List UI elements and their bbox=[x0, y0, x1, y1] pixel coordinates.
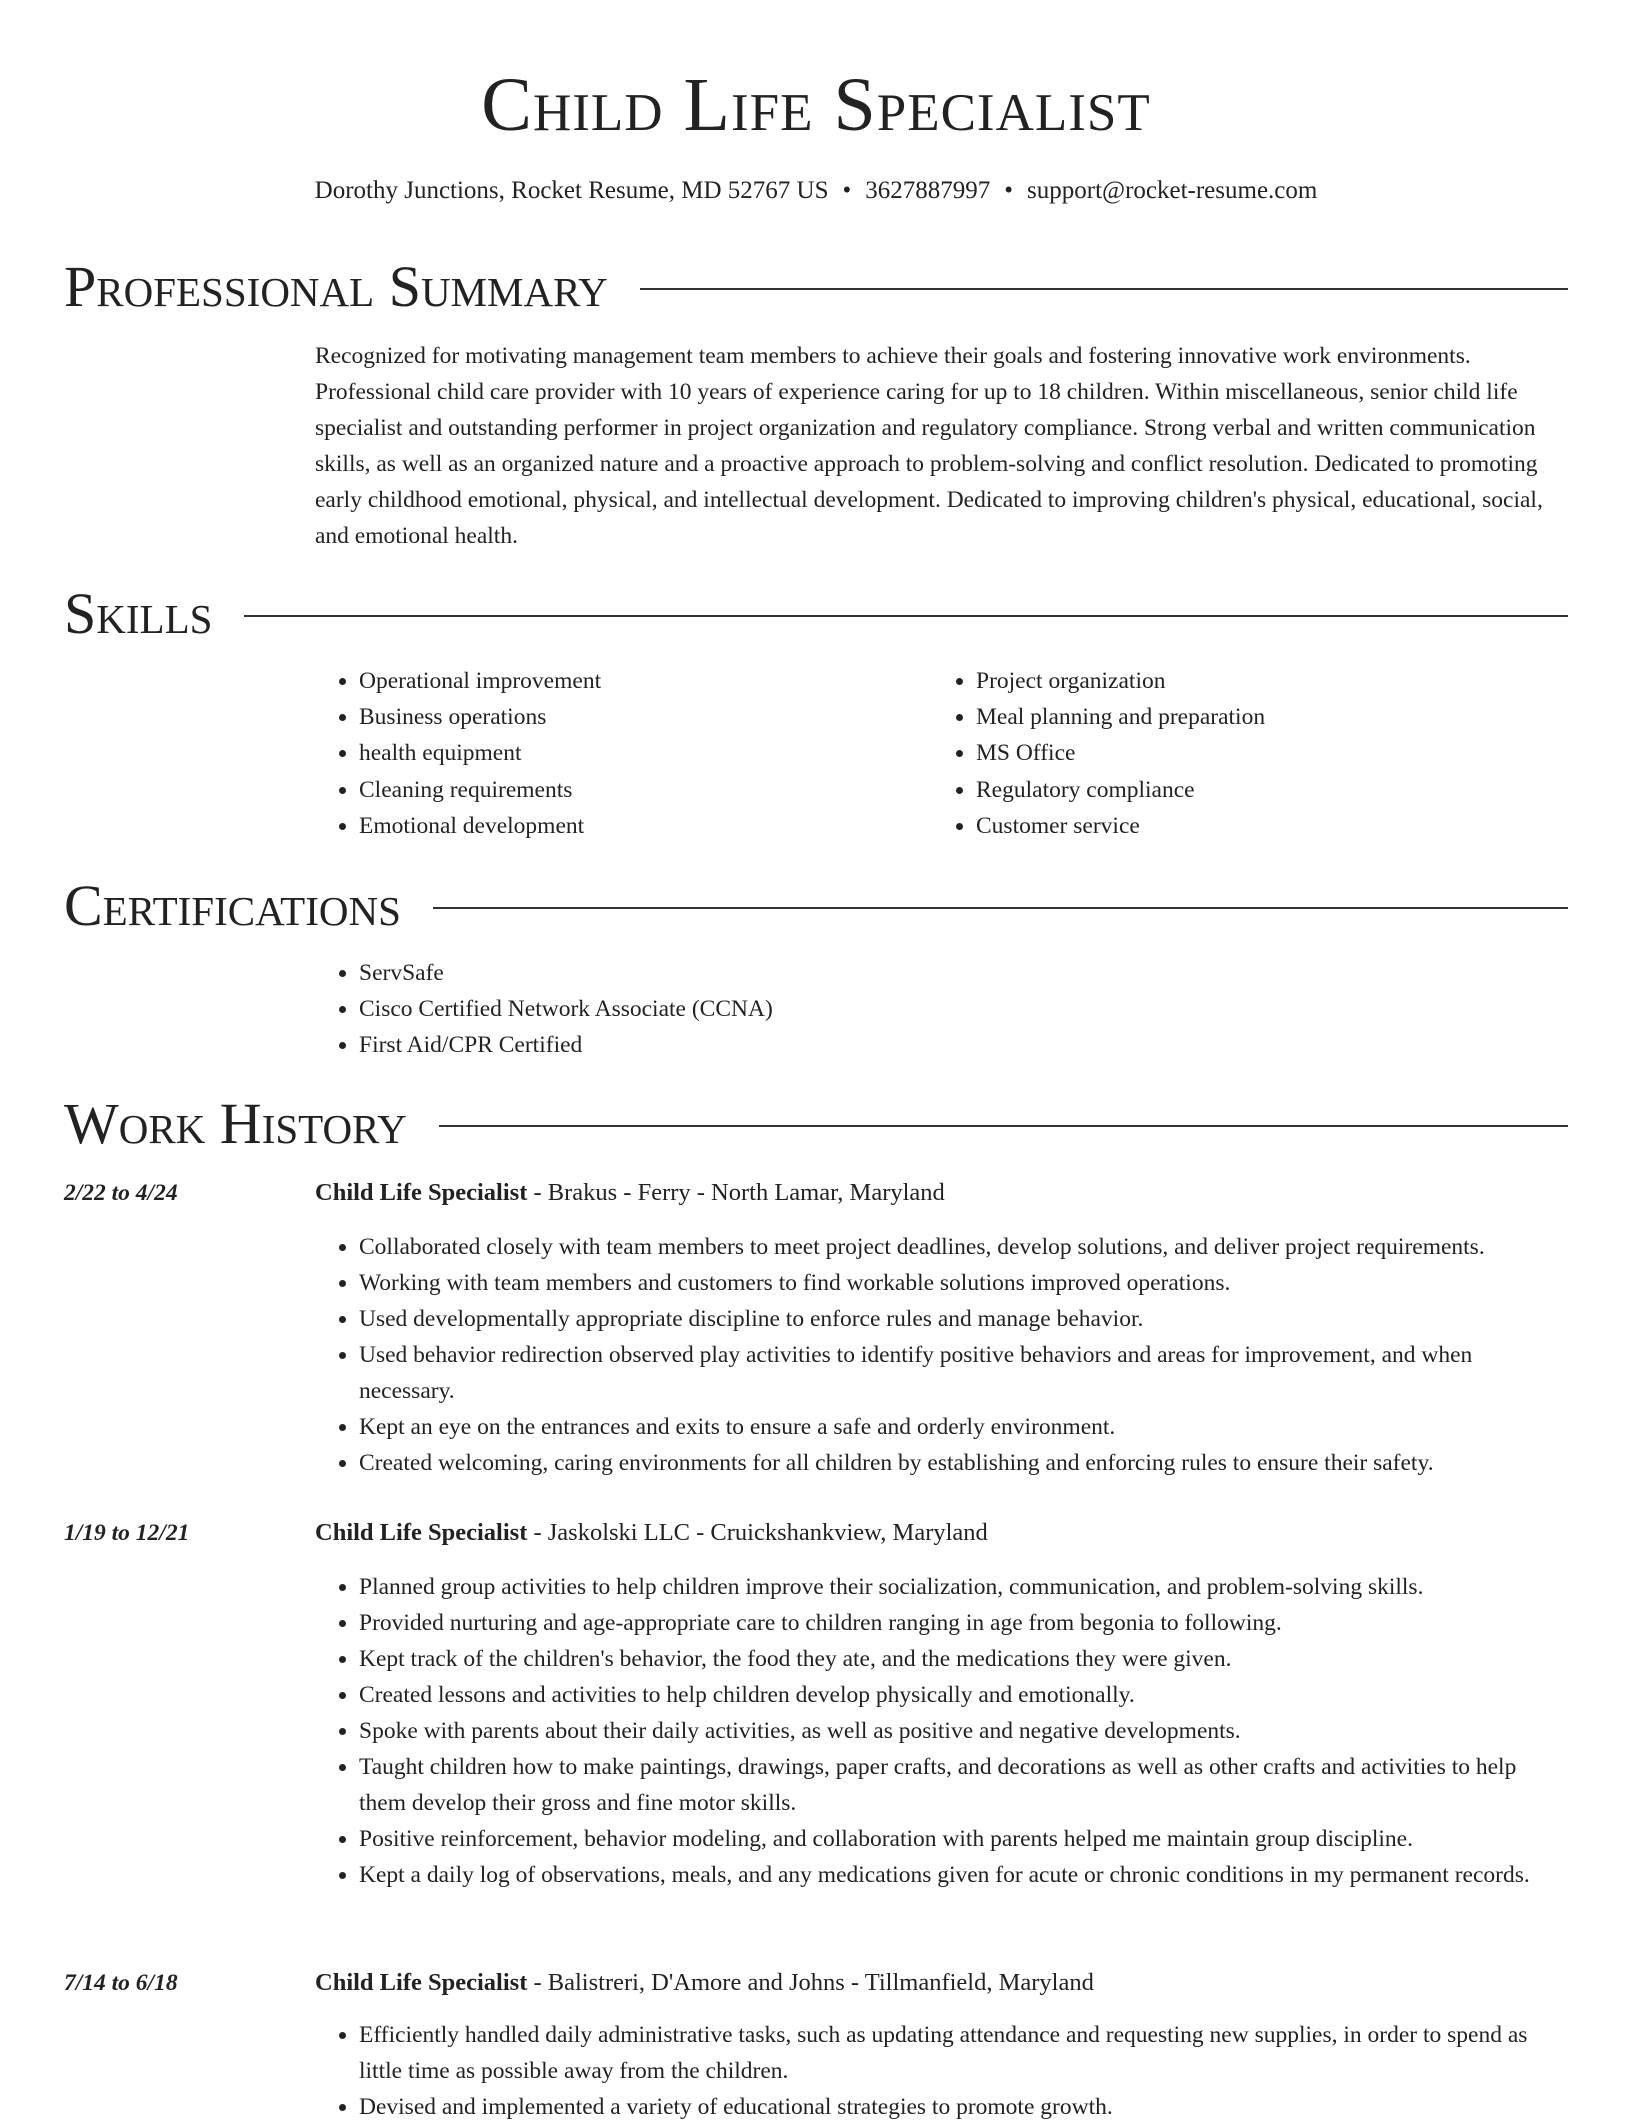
contact-separator: • bbox=[842, 177, 852, 204]
job-bullet: • Used developmentally appropriate discipline to enforce rules and manage behavior. bbox=[359, 1301, 1568, 1337]
job-bullet: • Collaborated closely with team members to meet project deadlines, develop solutions, and deliver project requirements. bbox=[359, 1229, 1568, 1265]
skill-item: • Project organization bbox=[976, 663, 1532, 699]
job-bullet: • Positive reinforcement, behavior modeling, and collaboration with parents helped me maintain group discipline. bbox=[359, 1821, 1568, 1857]
certification-item: • First Aid/CPR Certified bbox=[359, 1027, 1215, 1063]
job-role: Child Life Specialist bbox=[315, 1969, 528, 1996]
job-dates: 2/22 to 4/24 bbox=[64, 1180, 178, 1206]
section-header-certifications bbox=[64, 873, 1568, 939]
job-employer: - Balistreri, D'Amore and Johns - Tillmanfield, Maryland bbox=[527, 1969, 1094, 1996]
job-dates: 7/14 to 6/18 bbox=[64, 1970, 178, 1996]
skill-item: • Regulatory compliance bbox=[976, 772, 1532, 808]
job-bullet: • Devised and implemented a variety of educational strategies to promote growth. bbox=[359, 2089, 1568, 2125]
contact-email: support@rocket-resume.com bbox=[1027, 177, 1318, 204]
section-header-summary bbox=[64, 254, 1568, 320]
certification-item: • ServSafe bbox=[359, 955, 1215, 991]
job-bullet: • Provided nurturing and age-appropriate care to children ranging in age from begonia to following. bbox=[359, 1605, 1568, 1641]
summary-text: Recognized for motivating management team members to achieve their goals and fostering innovative work environments. Professional child care provider with 10 years of experience caring for up to 18 children. Within miscellaneous, senior child life specialist and outstanding performer in project organization and regulatory compliance. Strong verbal and written communication skills, as well as an organized nature and a proactive approach to problem-solving and conflict resolution. Dedicated to promoting early childhood emotional, physical, and intellectual development. Dedicated to improving children's physical, educational, social, and emotional health. bbox=[315, 343, 1543, 549]
job-bullet: • Kept a daily log of observations, meals, and any medications given for acute or chronic conditions in my permanent records. bbox=[359, 1857, 1568, 1893]
skill-item: • health equipment bbox=[359, 735, 915, 771]
job-bullet: • Kept track of the children's behavior, the food they ate, and the medications they were given. bbox=[359, 1641, 1568, 1677]
resume-title: Child Life Specialist bbox=[481, 63, 1151, 147]
job-employer: - Brakus - Ferry - North Lamar, Maryland bbox=[527, 1179, 945, 1206]
contact-separator: • bbox=[1004, 177, 1014, 204]
job-title-line bbox=[315, 1515, 988, 1551]
job-bullets bbox=[315, 1229, 1568, 1481]
skill-item: • Cleaning requirements bbox=[359, 772, 915, 808]
job-bullet: • Created welcoming, caring environments for all children by establishing and enforcing rules to ensure their safety. bbox=[359, 1445, 1568, 1481]
job-bullet: • Efficiently handled daily administrative tasks, such as updating attendance and requesting new supplies, in order to spend as little time as possible away from the children. bbox=[359, 2017, 1568, 2089]
job-bullet: • Taught children how to make paintings, drawings, paper crafts, and decorations as well as other crafts and activities to help them develop their gross and fine motor skills. bbox=[359, 1749, 1568, 1821]
job-bullet-list bbox=[315, 1229, 1568, 1481]
skill-item: • MS Office bbox=[976, 735, 1532, 771]
skills-list-left bbox=[315, 663, 915, 844]
job-bullet: • Created lessons and activities to help children develop physically and emotionally. bbox=[359, 1677, 1568, 1713]
section-title-summary: Professional Summary bbox=[64, 254, 640, 320]
certifications-list bbox=[315, 955, 1215, 1063]
job-role: Child Life Specialist bbox=[315, 1519, 528, 1546]
job-title-line bbox=[315, 1175, 945, 1211]
contact-address: Dorothy Junctions, Rocket Resume, MD 52767 US bbox=[314, 177, 829, 204]
skill-item: • Emotional development bbox=[359, 808, 915, 844]
job-bullet: • Used behavior redirection observed play activities to identify positive behaviors and areas for improvement, and when necessary. bbox=[359, 1337, 1568, 1409]
job-bullets bbox=[315, 2017, 1568, 2125]
section-rule bbox=[64, 615, 1568, 617]
skill-item: • Business operations bbox=[359, 699, 915, 735]
skill-item: • Operational improvement bbox=[359, 663, 915, 699]
job-dates: 1/19 to 12/21 bbox=[64, 1520, 190, 1546]
section-header-work-history bbox=[64, 1091, 1568, 1157]
job-bullets bbox=[315, 1569, 1568, 1893]
skills-list-right bbox=[932, 663, 1532, 844]
job-role: Child Life Specialist bbox=[315, 1179, 528, 1206]
certifications-block bbox=[315, 955, 1215, 1063]
section-title-work-history: Work History bbox=[64, 1091, 439, 1157]
job-bullet-list bbox=[315, 2017, 1568, 2125]
certification-item: • Cisco Certified Network Associate (CCNA) bbox=[359, 991, 1215, 1027]
skills-column-right bbox=[932, 663, 1532, 844]
contact-phone: 3627887997 bbox=[865, 177, 991, 204]
skill-item: • Meal planning and preparation bbox=[976, 699, 1532, 735]
skill-item: • Customer service bbox=[976, 808, 1532, 844]
section-title-certifications: Certifications bbox=[64, 873, 433, 939]
section-header-skills bbox=[64, 581, 1568, 647]
job-employer: - Jaskolski LLC - Cruickshankview, Maryland bbox=[527, 1519, 988, 1546]
job-bullet: • Spoke with parents about their daily activities, as well as positive and negative developments. bbox=[359, 1713, 1568, 1749]
section-title-skills: Skills bbox=[64, 581, 244, 647]
skills-column-left bbox=[315, 663, 915, 844]
job-bullet: • Kept an eye on the entrances and exits to ensure a safe and orderly environment. bbox=[359, 1409, 1568, 1445]
job-bullet-list bbox=[315, 1569, 1568, 1893]
job-title-line bbox=[315, 1965, 1094, 2001]
job-bullet: • Planned group activities to help children improve their socialization, communication, and problem-solving skills. bbox=[359, 1569, 1568, 1605]
job-bullet: • Working with team members and customers to find workable solutions improved operations. bbox=[359, 1265, 1568, 1301]
contact-line bbox=[0, 174, 1632, 208]
